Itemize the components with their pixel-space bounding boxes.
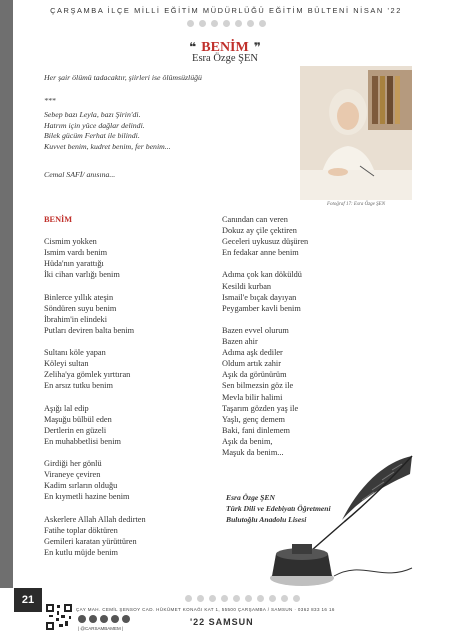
poem-line: Baki, fani dinlemem	[222, 425, 290, 435]
qr-code-icon	[45, 603, 73, 631]
poem-line: Geceleri uykusuz düşüren	[222, 237, 309, 247]
poem-line: Taşarım gözden yaş ile	[222, 403, 299, 413]
footer-address: ÇAY MAH. CEMİL ŞENSOY CAD. HÜKÜMET KONAĞI KAT 1, 55500 ÇARŞAMBA / SAMSUN · 0362 833 16 16	[76, 607, 335, 612]
poem-line: Maşuğu bülbül eden	[44, 414, 112, 424]
signature-role: Türk Dili ve Edebiyatı Öğretmeni	[226, 504, 331, 513]
author-photo	[300, 66, 412, 200]
poem-line: En arsız tutku benim	[44, 381, 113, 391]
poem-line: Aşık da benim,	[222, 436, 273, 446]
intro-dedication: Cemal SAFİ/ anısına...	[44, 170, 116, 179]
poem-line: Ismail'e bıçak dayıyan	[222, 292, 297, 302]
twitter-icon[interactable]	[89, 615, 97, 623]
quill-inkwell-illustration	[262, 450, 422, 590]
social-handle[interactable]: | @CARSAMBAMEM |	[78, 626, 124, 631]
poem-line: Yaşlı, genç demem	[222, 414, 285, 424]
poem-line	[44, 225, 146, 236]
article-title: BENİM	[201, 40, 249, 55]
poem-line	[44, 336, 146, 347]
instagram-icon[interactable]	[78, 615, 86, 623]
poem-line: Adıma çok kan döküldü	[222, 270, 302, 280]
quote-open-icon: ❝	[189, 40, 197, 54]
poem-line	[222, 314, 308, 325]
intro-verse	[44, 110, 284, 152]
footer-brand: '22 SAMSUN	[190, 617, 254, 627]
intro-line: Her şair ölümü tadacaktır, şiirleri ise ölümsüzlüğü	[44, 73, 202, 82]
facebook-icon[interactable]	[111, 615, 119, 623]
poem-line: En muhabbetlisi benim	[44, 436, 121, 446]
poem-line: Peygamber kavli benim	[222, 303, 301, 313]
poem-line: Canından can veren	[222, 215, 288, 224]
intro-verse-line: Bilek gücüm Ferhat ile bilindi.	[44, 131, 140, 140]
poem-line: Adıma aşk dediler	[222, 348, 283, 358]
poem-line: Sen bilmezsin göz ile	[222, 381, 294, 391]
poem-line: Köleyi sultan	[44, 359, 89, 369]
poem-line	[44, 392, 146, 403]
bulletin-header	[0, 0, 452, 22]
page-number: 21	[14, 588, 42, 612]
poem-line: Kesildi kurban	[222, 281, 272, 291]
poem-line: Zeliha'ya gömlek yırttıran	[44, 370, 131, 380]
poem-line: En kutlu müjde benim	[44, 547, 118, 557]
poem-line: Hüda'nın yarattığı	[44, 259, 104, 269]
poem-line: Ismim vardı benim	[44, 248, 108, 258]
poem-line: En fedakar anne benim	[222, 248, 299, 258]
poem-line	[44, 281, 146, 292]
photo-caption: Fotoğraf 17: Esra Özge ŞEN	[326, 202, 386, 207]
poem-line: Gemileri karatan yürüttüren	[44, 536, 137, 546]
intro-verse-line: Sebep bazı Leyla, bazı Şirin'di.	[44, 110, 141, 119]
poem-line: Bazen evvel olurum	[222, 325, 289, 335]
poem-line: Oldum artık zahir	[222, 359, 281, 369]
intro-verse-line: Kuvvet benim, kudret benim, fer benim...	[44, 141, 171, 151]
poem-right-column	[222, 214, 309, 457]
intro-verse-line: Hatrım için yüce dağlar delindi.	[44, 120, 145, 130]
poem-line	[44, 502, 146, 513]
poem-left-column	[44, 214, 146, 557]
signature-school: Bulutoğlu Anadolu Lisesi	[226, 515, 307, 524]
poem-line: En kıymetli hazine benim	[44, 492, 130, 502]
poem-line	[222, 258, 308, 269]
poem-line: Kadim sırların olduğu	[44, 481, 118, 491]
youtube-icon[interactable]	[100, 615, 108, 623]
poem-line: Dokuz ay çile çektiren	[222, 226, 297, 236]
left-sidebar-bar	[0, 0, 13, 588]
poem-line: Binlerce yıllık ateşin	[44, 292, 114, 302]
poem-line: Maşuk da benim...	[222, 447, 284, 457]
poem-line: Aşık da görünürüm	[222, 370, 287, 380]
header-dots	[0, 20, 452, 27]
poem-line: Aşığı lal edip	[44, 403, 89, 413]
intro-stars: ***	[44, 96, 56, 105]
author-photo-illustration	[300, 66, 412, 200]
poem-line: Sultanı köle yapan	[44, 348, 106, 358]
social-icons	[78, 615, 130, 623]
poem-line: Söndüren suyu benim	[44, 303, 117, 313]
article-author: Esra Özge ŞEN	[192, 53, 258, 64]
quote-close-icon: ❞	[253, 40, 261, 54]
poem-title: BENİM	[44, 215, 73, 224]
web-icon[interactable]	[122, 615, 130, 623]
poem-line: Dertlerin en güzeli	[44, 425, 107, 435]
poem-line: Askerlere Allah Allah dedirten	[44, 514, 146, 524]
poem-line	[44, 447, 146, 458]
poem-line: İki cihan varlığı benim	[44, 270, 120, 280]
poem-line: Bazen ahir	[222, 337, 258, 347]
signature-name: Esra Özge ŞEN	[226, 493, 275, 502]
poem-line: İbrahim'in elindeki	[44, 314, 108, 324]
bulletin-header-text: ÇARŞAMBA İLÇE MİLLİ EĞİTİM MÜDÜRLÜĞÜ EĞİTİM BÜLTENİ NİSAN '22	[50, 6, 402, 15]
poem-line: Cismim yokken	[44, 237, 97, 247]
footer-dots	[185, 595, 300, 602]
poem-line: Fatihe toplar döktüren	[44, 525, 118, 535]
poem-line: Girdiği her gönlü	[44, 459, 102, 469]
poem-line: Putları deviren balta benim	[44, 325, 135, 335]
poem-line: Mevla bilir halimi	[222, 392, 283, 402]
poem-line: Viraneye çeviren	[44, 470, 101, 480]
